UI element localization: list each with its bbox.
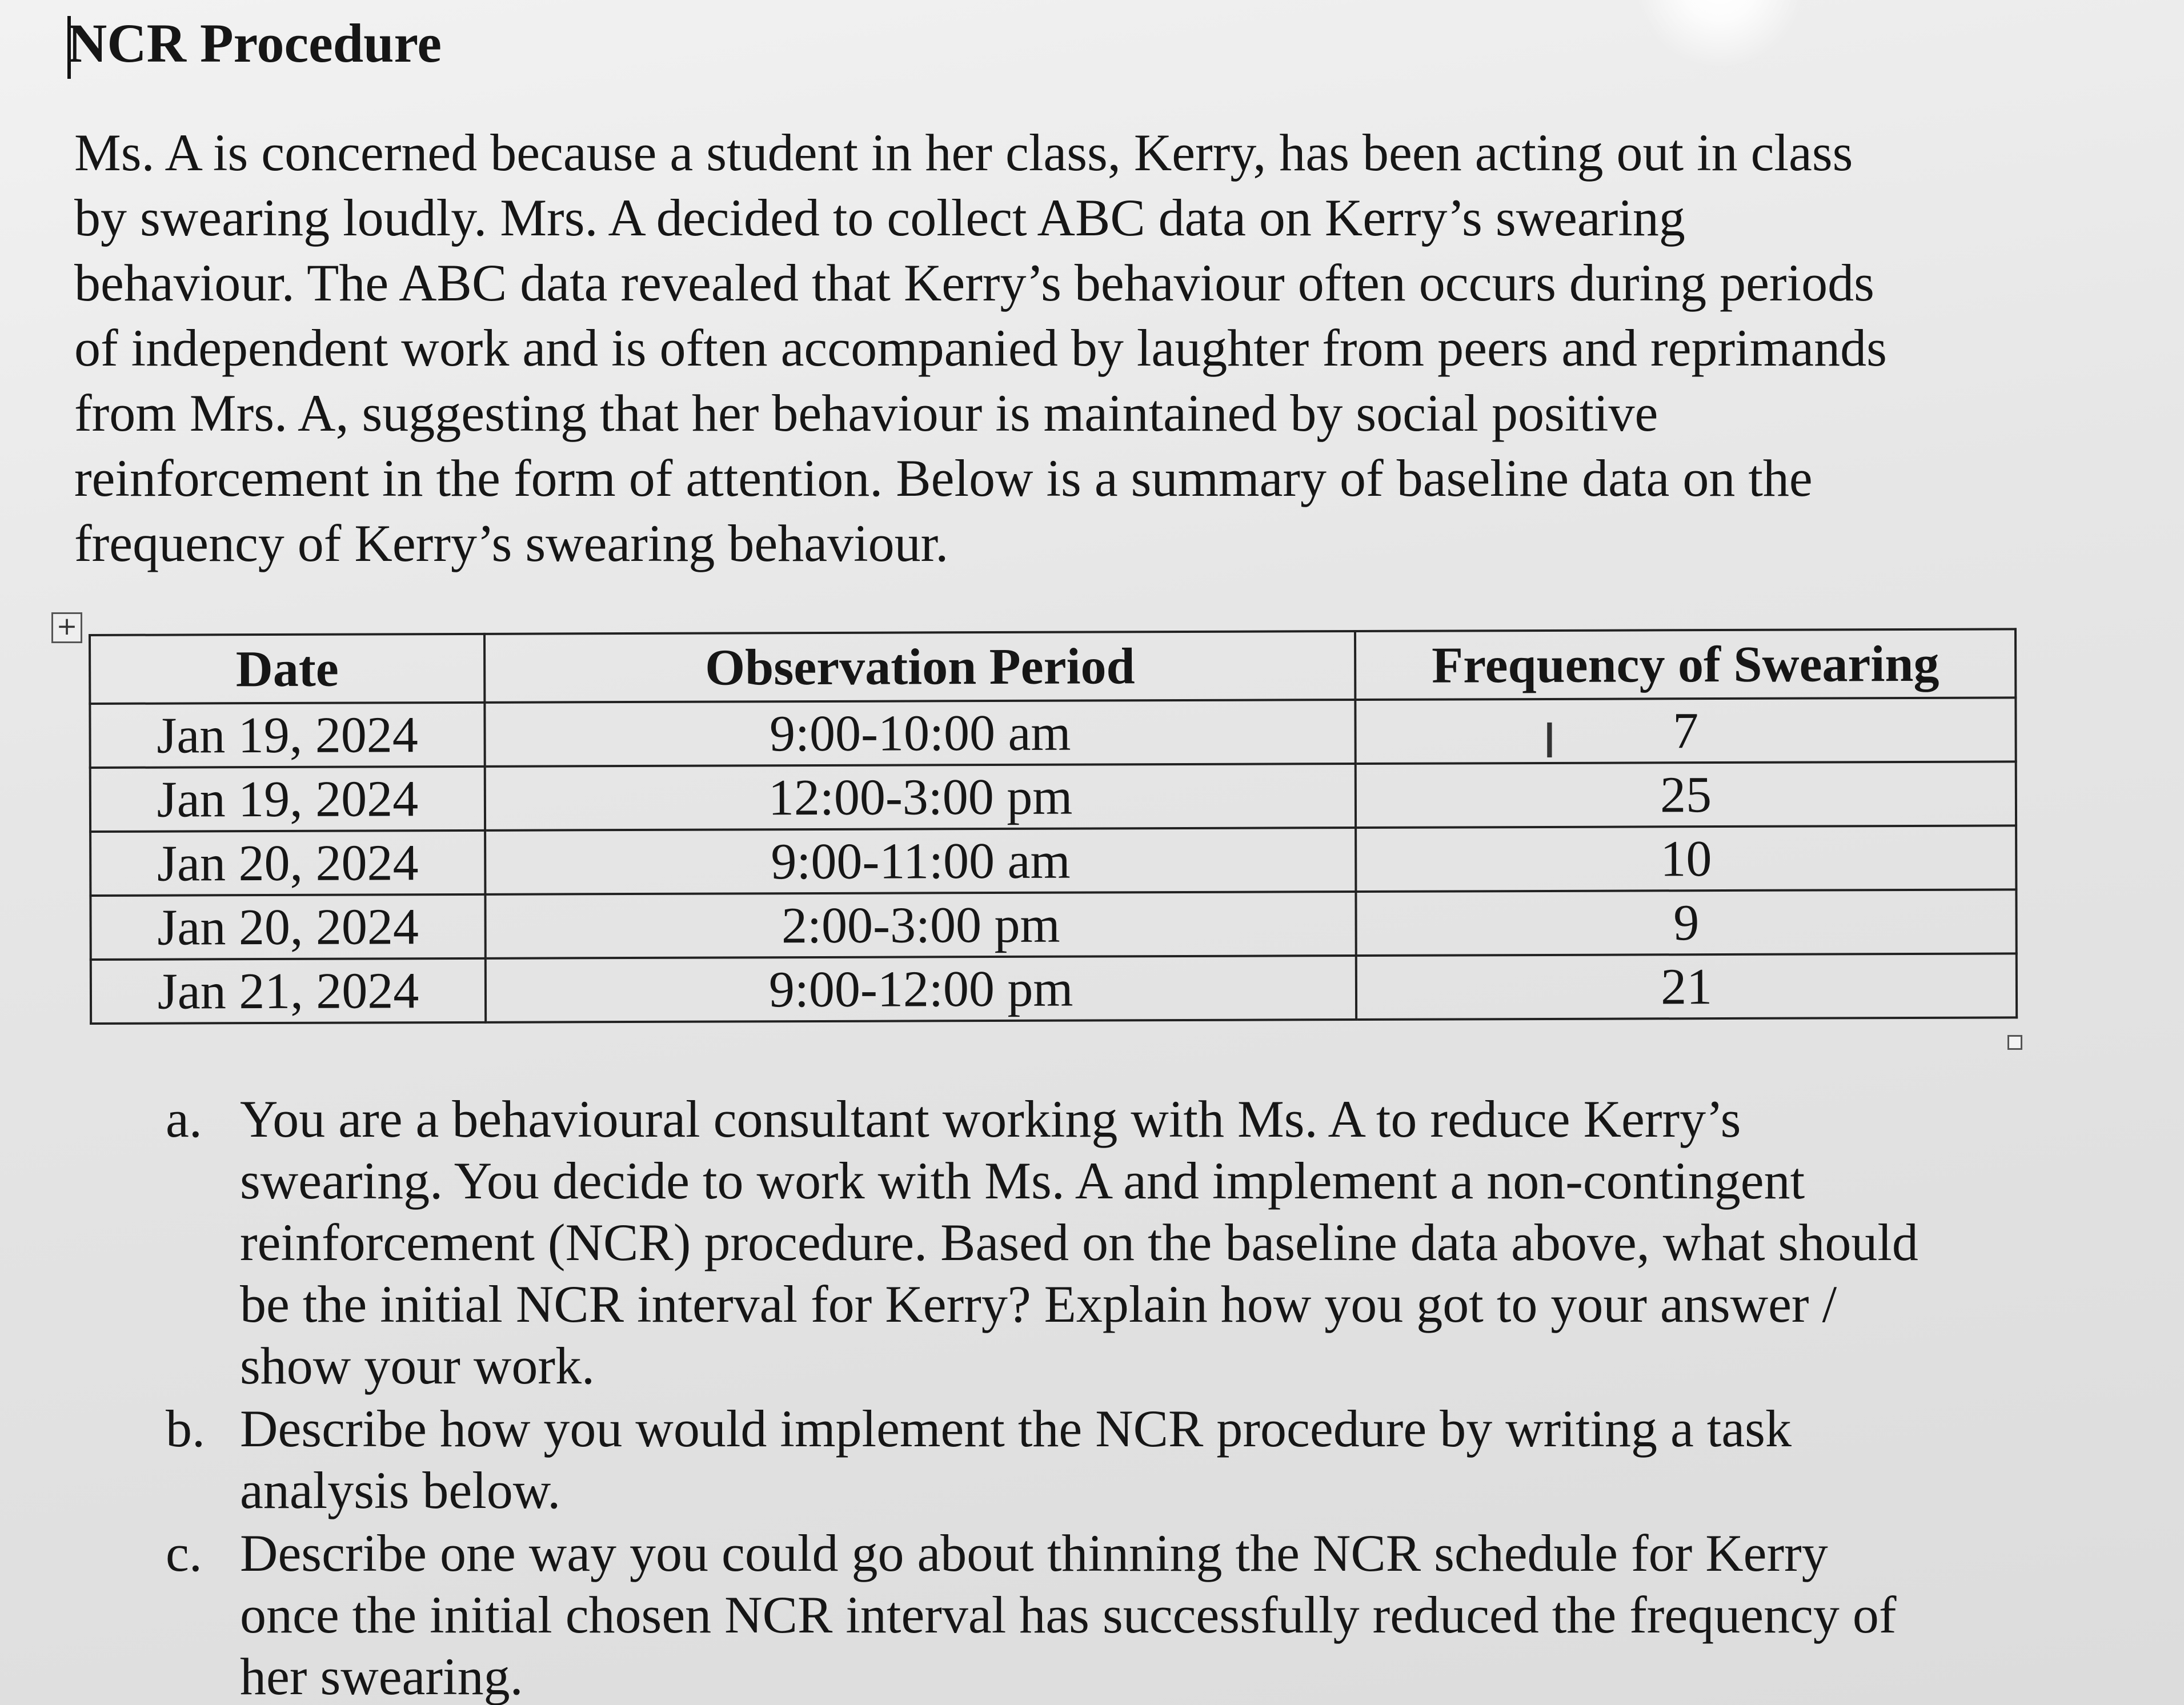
question-list (166, 1088, 2051, 1705)
question-line: be the initial NCR interval for Kerry? Explain how you got to your answer / (240, 1275, 1837, 1333)
cell-frequency[interactable]: 10 (1356, 825, 2016, 892)
square-resize-icon[interactable] (2007, 1035, 2022, 1050)
plus-move-icon: + (56, 612, 78, 641)
baseline-data-table[interactable] (89, 628, 2018, 1025)
table-row (90, 697, 2015, 768)
cell-period[interactable]: 9:00-10:00 am (484, 700, 1356, 767)
paragraph-line: frequency of Kerry’s swearing behaviour. (74, 514, 949, 572)
screen-glare (1634, 0, 1805, 69)
question-text (240, 1398, 1792, 1521)
cell-period[interactable]: 9:00-11:00 am (485, 828, 1356, 894)
cell-period[interactable]: 12:00-3:00 pm (485, 764, 1356, 831)
header-date[interactable]: Date (90, 634, 484, 704)
table-row (90, 889, 2016, 960)
question-letter: a. (166, 1090, 202, 1148)
question-line: her swearing. (240, 1647, 523, 1705)
cell-frequency[interactable]: 9 (1356, 889, 2017, 956)
header-frequency[interactable]: Frequency of Swearing (1355, 629, 2015, 700)
header-observation-period[interactable]: Observation Period (484, 631, 1356, 703)
paragraph-line: behaviour. The ABC data revealed that Kerry’s behaviour often occurs during periods (74, 254, 1874, 312)
cell-date[interactable]: Jan 19, 2024 (90, 767, 485, 832)
cell-period[interactable]: 9:00-12:00 pm (486, 956, 1357, 1022)
cell-frequency[interactable]: 21 (1356, 953, 2017, 1020)
table-row (90, 825, 2016, 896)
document-title: NCR Procedure (67, 13, 442, 74)
paragraph-line: from Mrs. A, suggesting that her behaviour is maintained by social positive (74, 384, 1658, 442)
question-line: reinforcement (NCR) procedure. Based on the baseline data above, what should (240, 1213, 1918, 1271)
question-line: analysis below. (240, 1461, 561, 1519)
question-line: swearing. You decide to work with Ms. A and implement a non-contingent (240, 1152, 1805, 1210)
question-text (240, 1088, 1918, 1397)
cell-date[interactable]: Jan 20, 2024 (90, 894, 485, 960)
cell-date[interactable]: Jan 19, 2024 (90, 703, 484, 768)
question-line: Describe one way you could go about thinning the NCR schedule for Kerry (240, 1524, 1828, 1582)
paragraph-line: reinforcement in the form of attention. Below is a summary of baseline data on the (74, 449, 1813, 507)
table-row (91, 953, 2017, 1024)
cell-date[interactable]: Jan 21, 2024 (91, 958, 486, 1024)
table-header-row (90, 629, 2015, 704)
paragraph-line: Ms. A is concerned because a student in her class, Kerry, has been acting out in class (74, 123, 1853, 182)
question-line: show your work. (240, 1337, 595, 1395)
cell-date[interactable]: Jan 20, 2024 (90, 831, 485, 896)
question-text (240, 1522, 1897, 1705)
cell-period[interactable]: 2:00-3:00 pm (486, 892, 1357, 958)
table-move-handle[interactable] (51, 612, 82, 643)
question-item[interactable] (166, 1398, 2051, 1521)
question-item[interactable] (166, 1522, 2051, 1705)
paragraph-line: of independent work and is often accompanied by laughter from peers and reprimands (74, 319, 1887, 377)
question-line: You are a behavioural consultant working with Ms. A to reduce Kerry’s (240, 1090, 1741, 1148)
question-letter: c. (166, 1524, 202, 1582)
cell-frequency[interactable]: 7 (1356, 697, 2016, 764)
cell-frequency[interactable]: 25 (1356, 761, 2016, 828)
scenario-paragraph[interactable] (74, 120, 2039, 576)
question-line: once the initial chosen NCR interval has successfully reduced the frequency of (240, 1586, 1897, 1644)
question-item[interactable] (166, 1088, 2051, 1397)
question-letter: b. (166, 1399, 205, 1458)
question-line: Describe how you would implement the NCR procedure by writing a task (240, 1399, 1792, 1458)
table-row (90, 761, 2016, 832)
i-beam-cursor-icon: I (1542, 713, 1557, 769)
paragraph-line: by swearing loudly. Mrs. A decided to collect ABC data on Kerry’s swearing (74, 188, 1685, 247)
